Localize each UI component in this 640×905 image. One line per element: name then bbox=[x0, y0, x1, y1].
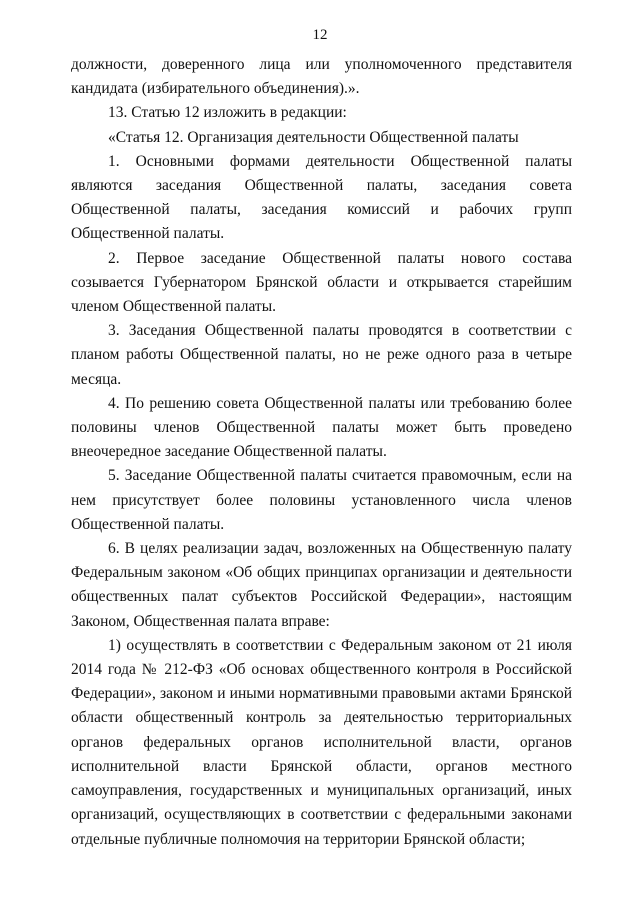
paragraph-item-4: 4. По решению совета Общественной палаты или требованию более половины членов Общественной палаты может быть проведено внеочередное заседание Общественной палаты. bbox=[71, 394, 572, 461]
page-number: 12 bbox=[312, 27, 328, 43]
paragraph-item-2: 2. Первое заседание Общественной палаты нового состава созывается Губернатором Брянской области и открывается старейшим членом Общественной палаты. bbox=[71, 249, 572, 316]
paragraph-item-5: 5. Заседание Общественной палаты считается правомочным, если на нем присутствует более половины установленного числа членов Общественной палаты. bbox=[71, 467, 572, 533]
paragraph-subitem-1: 1) осуществлять в соответствии с Федеральным законом от 21 июля 2014 года № 212-ФЗ «Об основах общественного контроля в Российской Федерации», законом и иными нормативными правовыми актами Брянской области общественный контроль за деятельностью территориальных органов федеральных органов исполнительной власти, органов исполнительной власти Брянской области, органов местного самоуправления, государственных и муниципальных организаций, иных организаций, осуществляющих в соответствии с федеральными законами отдельные публичные полномочия на территории Брянской области; bbox=[71, 636, 572, 848]
paragraph-continuation: должности, доверенного лица или уполномоченного представителя кандидата (избирательного объединения).». bbox=[71, 56, 572, 98]
paragraph-item-6: 6. В целях реализации задач, возложенных на Общественную палату Федеральным законом «Об общих принципах организации и деятельности общественных палат субъектов Российской Федерации», настоящим Законом, Общественная палата вправе: bbox=[71, 540, 572, 630]
paragraph-article-12-title: «Статья 12. Организация деятельности Общественной палаты bbox=[108, 128, 519, 146]
document-body bbox=[71, 53, 572, 852]
paragraph-item-3: 3. Заседания Общественной палаты проводятся в соответствии с планом работы Общественной палаты, но не реже одного раза в четыре месяца. bbox=[71, 322, 572, 388]
paragraph-amendment-13: 13. Статью 12 изложить в редакции: bbox=[108, 104, 347, 122]
paragraph-item-1: 1. Основными формами деятельности Общественной палаты являются заседания Общественной палаты, заседания совета Общественной палаты, заседания комиссий и рабочих групп Общественной палаты. bbox=[71, 152, 572, 243]
